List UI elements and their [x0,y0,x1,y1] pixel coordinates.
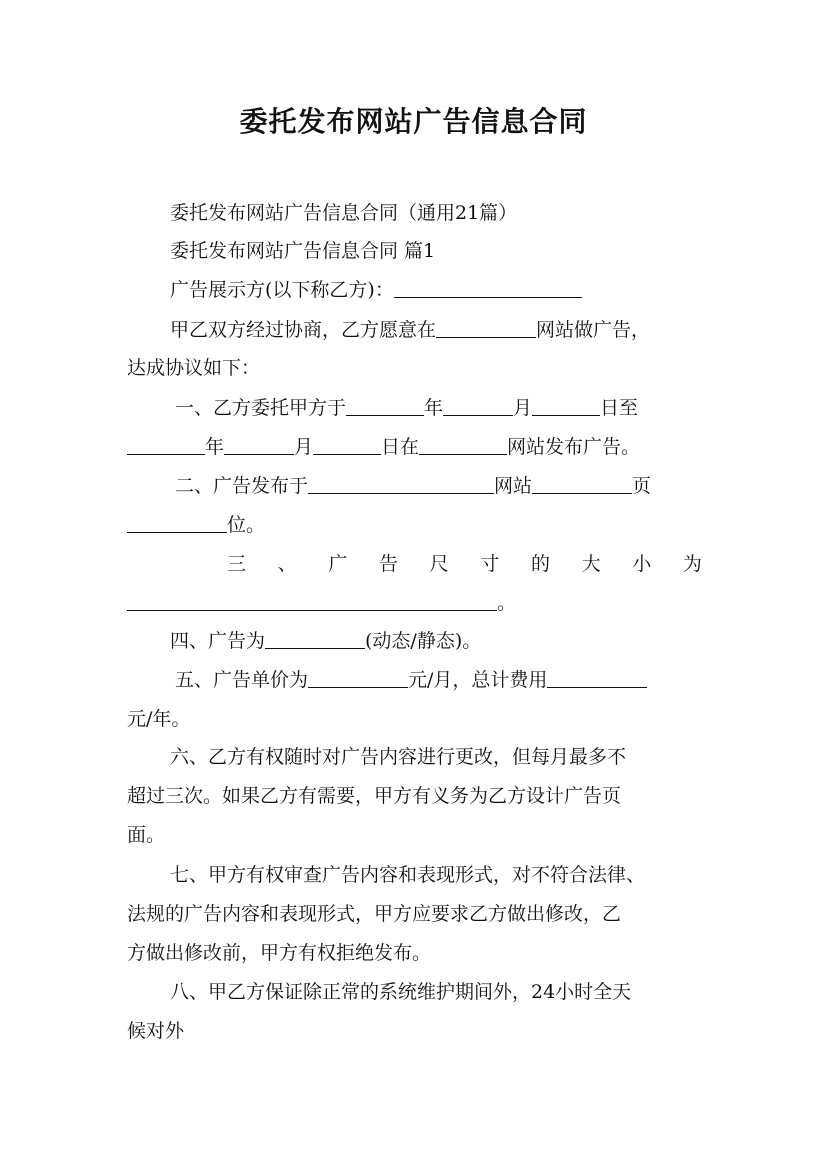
clause-5-text: 五、广告单价为 [175,669,309,691]
blank-field [127,514,227,533]
clause-1-month: 月 [513,397,533,419]
clause-7-line-3: 方做出修改前，甲方有权拒绝发布。 [127,942,432,964]
blank-field [127,436,205,455]
clause-2-text: 二、广告发布于 [175,475,309,497]
document-subtitle: 委托发布网站广告信息合同（通用21篇） [170,202,518,224]
clause-6-line-2: 超过三次。如果乙方有需要，甲方有义务为乙方设计广告页 [127,785,622,807]
blank-field [532,397,600,416]
blank-field [436,319,536,338]
clause-3-char: 为 [682,553,702,575]
intro-line-1 [170,317,710,343]
clause-3-char: 三 [227,553,247,575]
clause-2-page: 页 [632,475,652,497]
clause-4-line [170,628,710,654]
document-title: 委托发布网站广告信息合同 [239,105,588,138]
blank-field [265,630,365,649]
blank-field [346,397,424,416]
blank-field [443,397,513,416]
clause-7-line-2: 法规的广告内容和表现形式，甲方应要求乙方做出修改，乙 [127,903,622,925]
clause-8-line-1: 八、甲乙方保证除正常的系统维护期间外，24小时全天 [170,981,632,1003]
clause-1-tail: 网站发布广告。 [507,436,641,458]
blank-field [127,592,497,611]
clause-3-line-2 [127,590,707,616]
clause-4-text: 四、广告为 [170,630,266,652]
clause-5-mid: 元/月，总计费用 [408,669,548,691]
blank-field [419,436,507,455]
clause-4-tail: (动态/静态)。 [365,630,482,652]
party-b-label: 广告展示方(以下称乙方)： [170,279,394,301]
blank-field [308,475,494,494]
blank-field [547,669,647,688]
clause-3-char: 、 [277,553,297,575]
clause-1-day-2: 日在 [381,436,420,458]
clause-1-year-2: 年 [205,436,225,458]
intro-suffix: 网站做广告， [536,319,651,341]
clause-3-char: 广 [328,553,348,575]
clause-3-line-1 [127,551,702,577]
clause-1-year: 年 [424,397,444,419]
clause-2-line-2 [127,512,707,538]
clause-1-day: 日至 [600,397,639,419]
clause-2-line-1 [175,473,715,499]
clause-7-line-1: 七、甲方有权审查广告内容和表现形式，对不符合法律、 [170,864,646,886]
blank-field [394,279,582,298]
clause-3-char: 尺 [429,553,449,575]
party-b-line [170,277,710,303]
clause-8-line-2: 候对外 [127,1020,185,1042]
clause-3-char: 的 [530,553,550,575]
blank-field [308,669,408,688]
clause-1-line-2 [127,434,707,460]
blank-field [224,436,294,455]
clause-1-text: 一、乙方委托甲方于 [175,397,347,419]
intro-line-2: 达成协议如下： [127,357,261,379]
clause-6-line-3: 面。 [127,824,166,846]
clause-5-line-1 [175,667,715,693]
clause-5-line-2: 元/年。 [127,708,191,730]
clause-3-char: 告 [378,553,398,575]
section-heading: 委托发布网站广告信息合同 篇1 [170,240,436,262]
clause-1-month-2: 月 [294,436,314,458]
clause-2-site: 网站 [494,475,533,497]
clause-6-line-1: 六、乙方有权随时对广告内容进行更改，但每月最多不 [170,746,627,768]
clause-3-char: 小 [632,553,652,575]
clause-1-line-1 [175,395,715,421]
blank-field [313,436,381,455]
clause-2-pos: 位。 [227,514,266,536]
blank-field [532,475,632,494]
clause-3-end: 。 [497,592,517,614]
clause-3-char: 大 [581,553,601,575]
clause-3-char: 寸 [480,553,500,575]
intro-prefix: 甲乙双方经过协商，乙方愿意在 [170,319,437,341]
